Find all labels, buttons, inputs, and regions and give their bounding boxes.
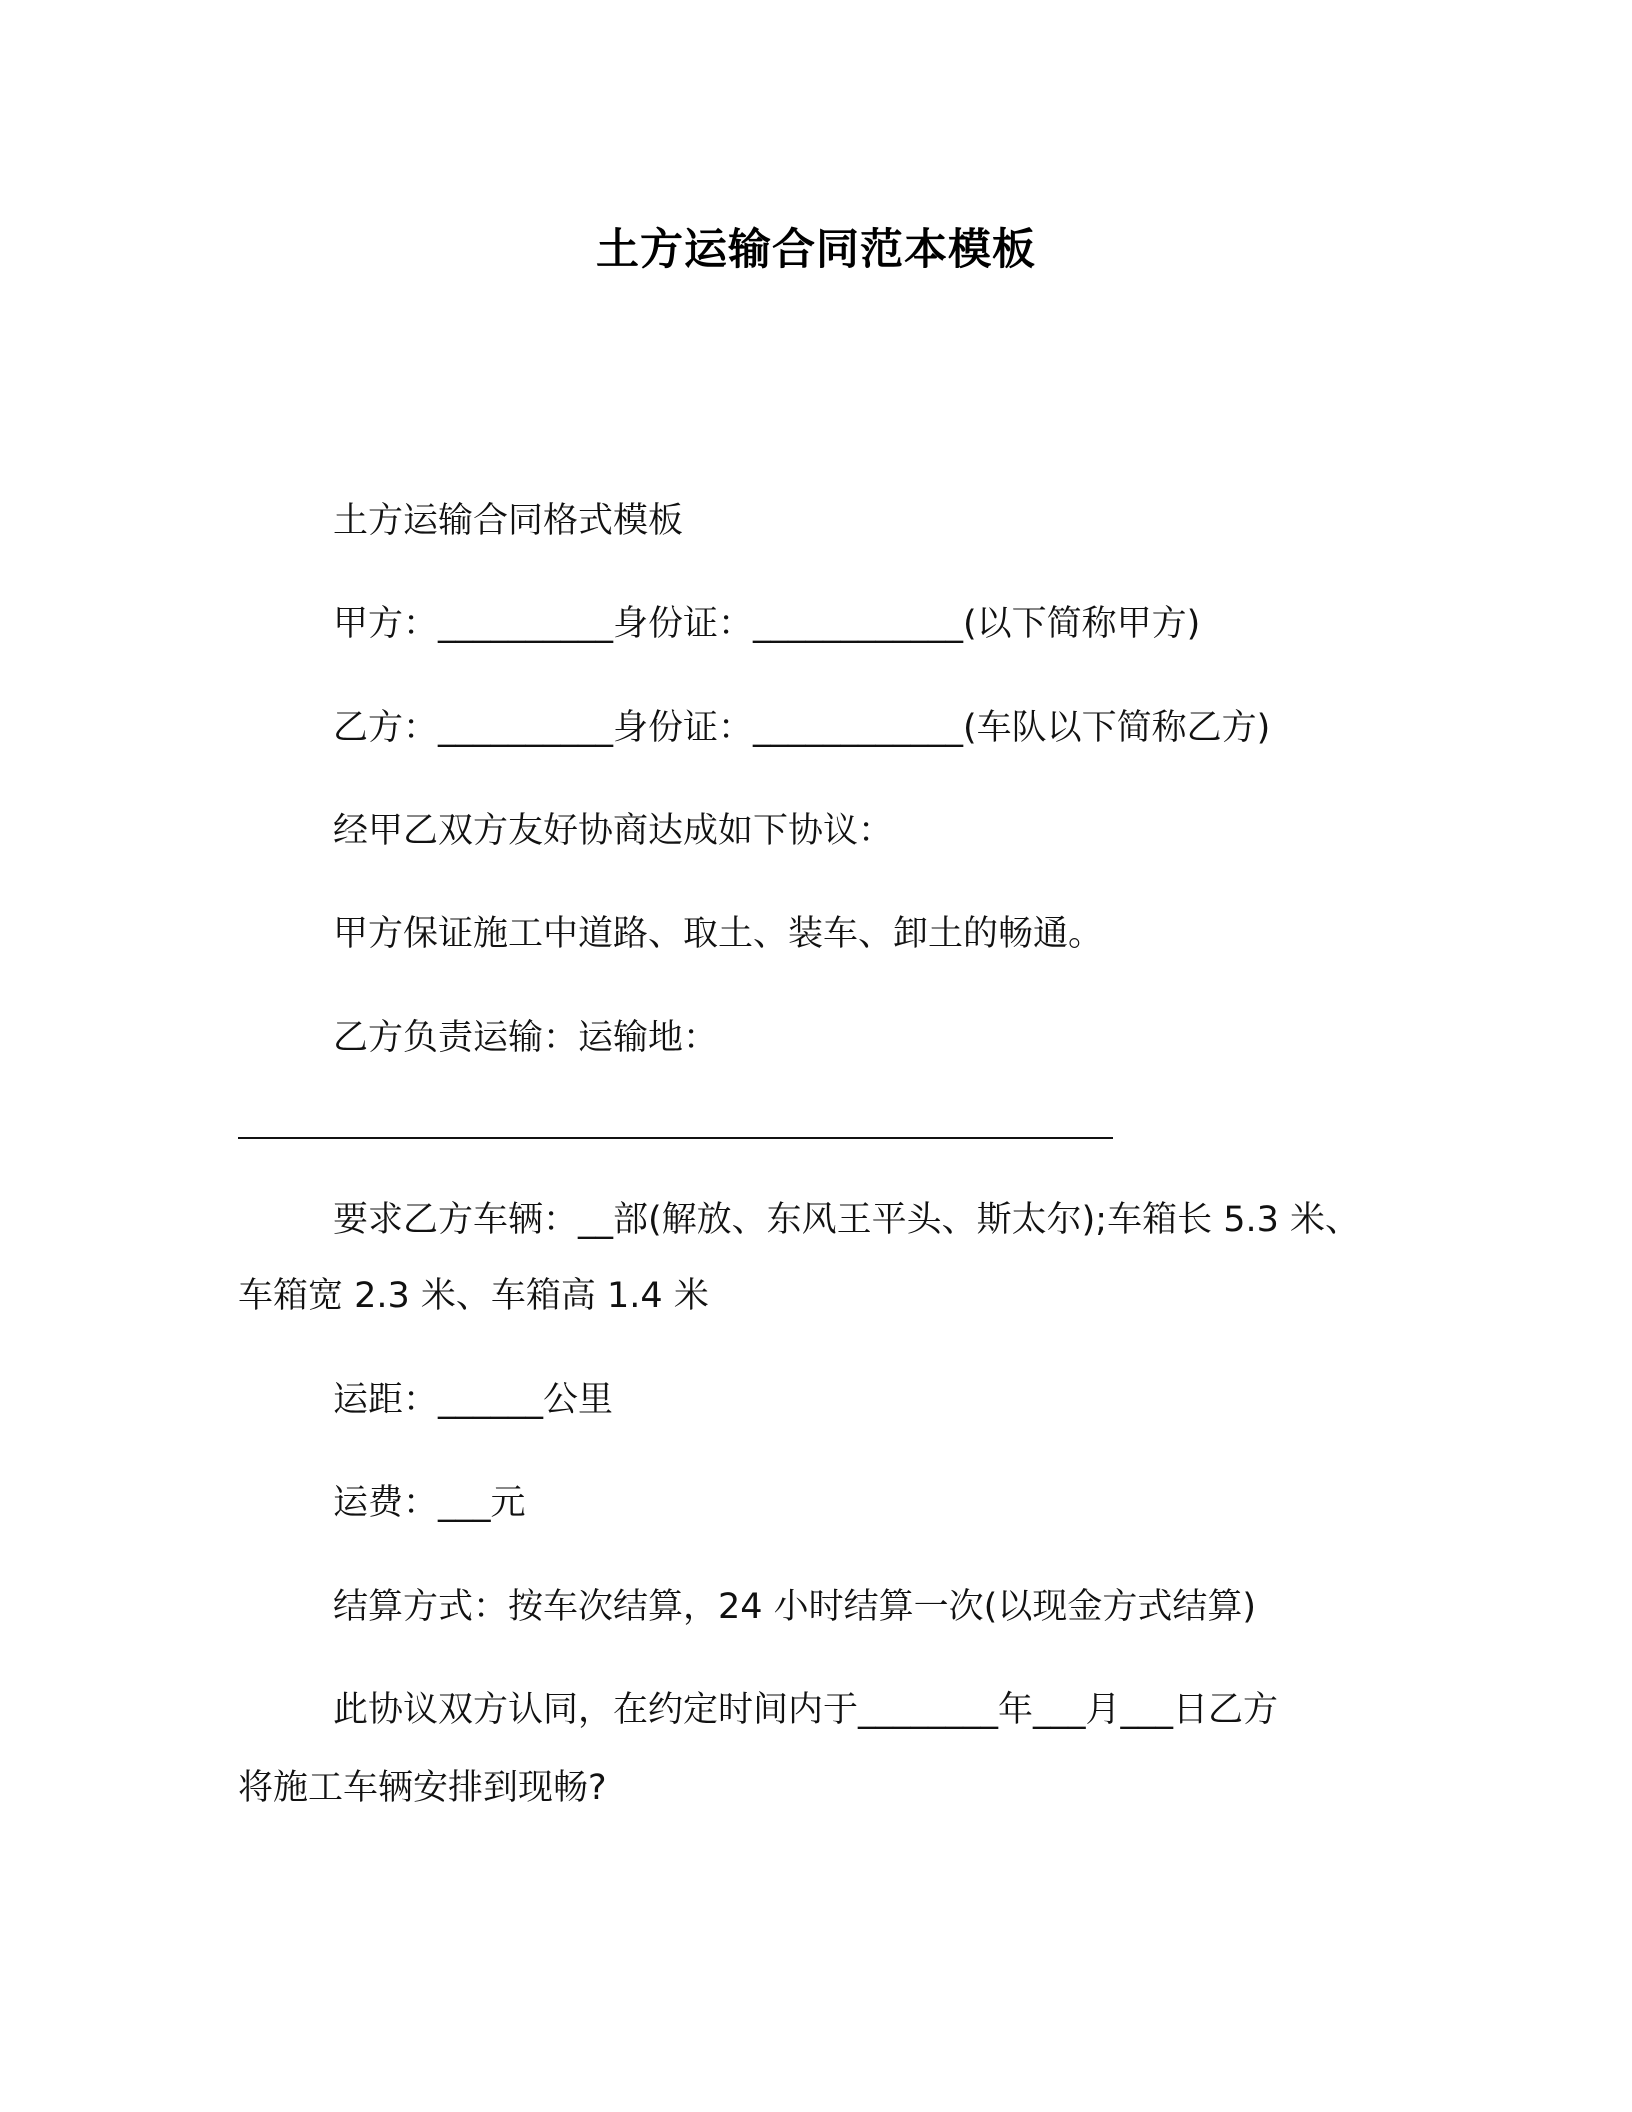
- party-b-line: 乙方：__________身份证：____________(车队以下简称乙方): [333, 708, 1271, 748]
- fee-line: 运费：___元: [333, 1483, 526, 1523]
- distance-line: 运距：______公里: [333, 1380, 614, 1420]
- subtitle: 土方运输合同格式模板: [333, 501, 684, 541]
- clause-b: 乙方负责运输：运输地：: [333, 1018, 719, 1058]
- party-a-line: 甲方：__________身份证：____________(以下简称甲方): [333, 604, 1201, 644]
- clause-a: 甲方保证施工中道路、取土、装车、卸土的畅通。: [333, 914, 1104, 954]
- document-title: 土方运输合同范本模板: [596, 225, 1036, 275]
- agreement-intro: 经甲乙双方友好协商达成如下协议：: [333, 811, 894, 851]
- closing-line2: 将施工车辆安排到现畅?: [238, 1768, 607, 1808]
- settlement-line: 结算方式：按车次结算，24 小时结算一次(以现金方式结算): [333, 1587, 1256, 1627]
- vehicle-requirement-line1: 要求乙方车辆：__部(解放、东风王平头、斯太尔);车箱长 5.3 米、: [333, 1200, 1361, 1240]
- closing-line1: 此协议双方认同，在约定时间内于________年___月___日乙方: [333, 1690, 1279, 1730]
- blank-underline-divider: [238, 1137, 1113, 1139]
- vehicle-requirement-line2: 车箱宽 2.3 米、车箱高 1.4 米: [238, 1276, 709, 1316]
